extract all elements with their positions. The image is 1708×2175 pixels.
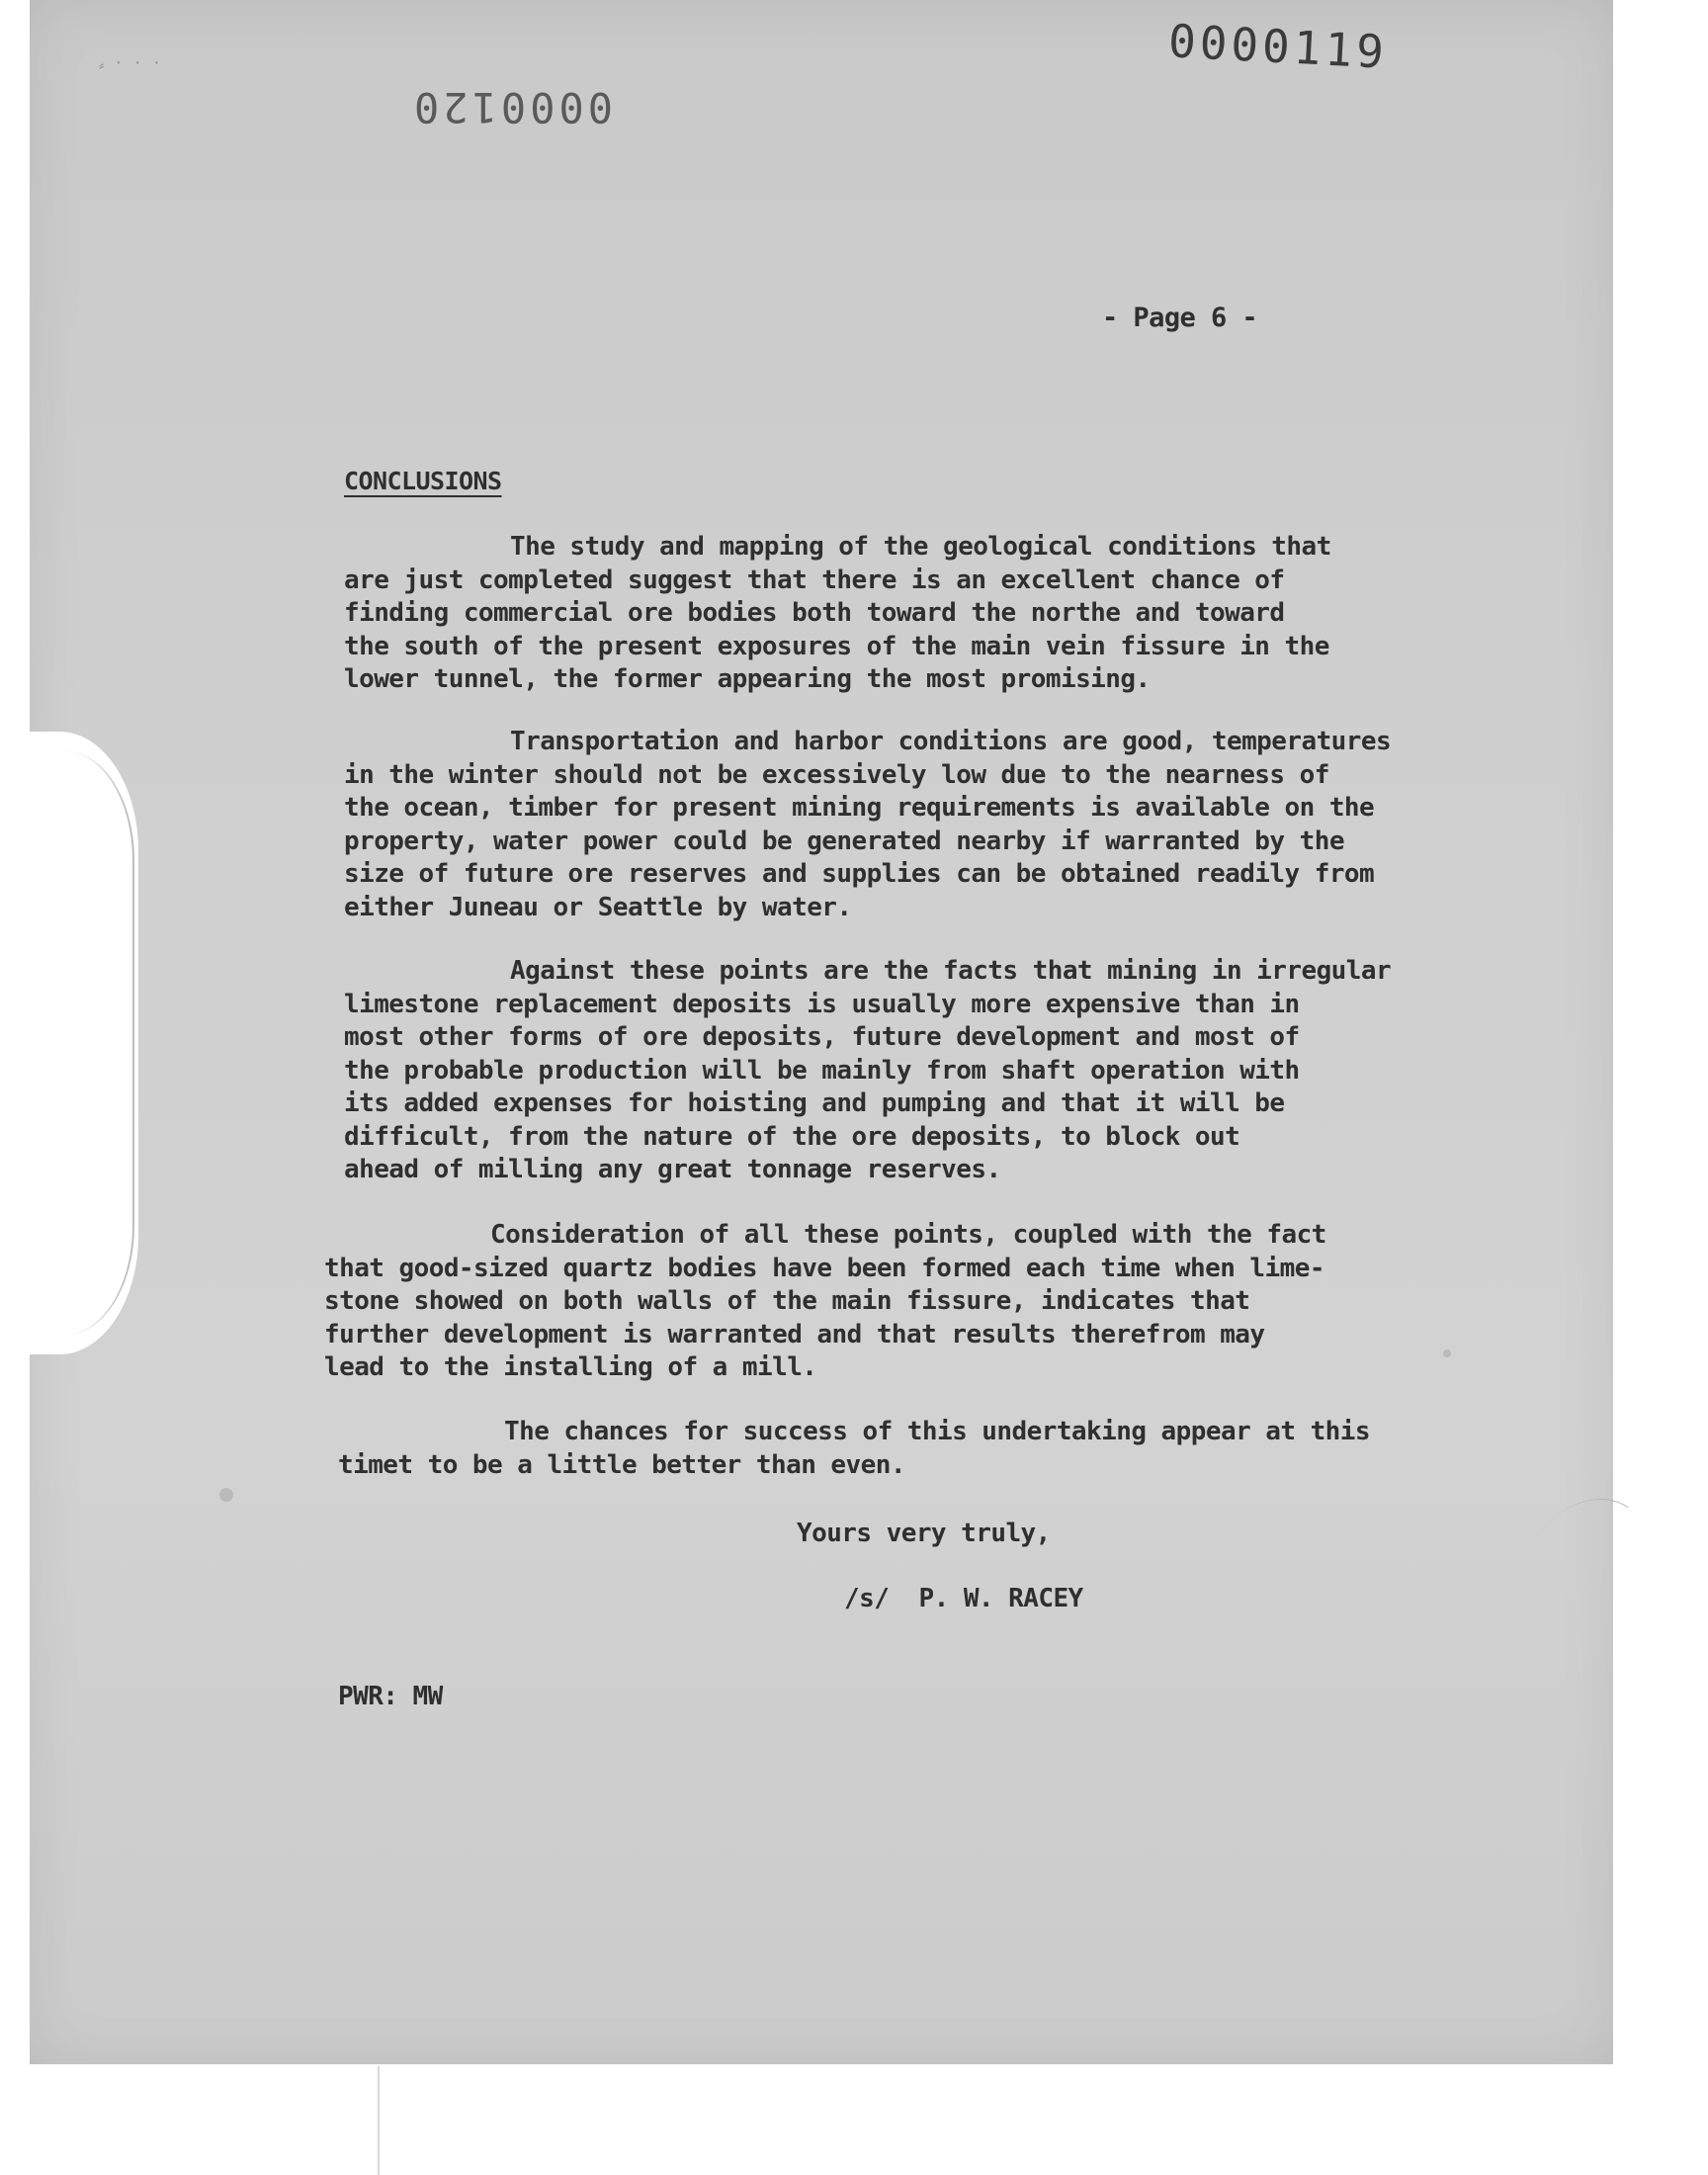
- paragraph-body: limestone replacement deposits is usually more expensive than in most other forms of ore deposits, future development and most of the probable production will be mainly from shaft operation with its added expenses for hoisting and pumping and that it will be difficult, from the nature of the ore deposits, to block out ahead of milling any great tonnage reserves.: [344, 989, 1300, 1184]
- paragraph-5: [338, 1416, 1370, 1482]
- paragraph-first-line: Against these points are the facts that mining in irregular: [510, 956, 1392, 986]
- paragraph-first-line: The study and mapping of the geological conditions that: [510, 532, 1331, 562]
- paper-speck: [219, 1488, 233, 1502]
- paragraph-1: [344, 531, 1331, 697]
- faint-margin-mark: ⸗ ˑ ˑ ˑ: [99, 55, 162, 74]
- paragraph-3: [344, 955, 1391, 1187]
- page-number: - Page 6 -: [1102, 303, 1258, 333]
- paragraph-4: [324, 1219, 1326, 1385]
- reference-initials: PWR: MW: [338, 1682, 443, 1711]
- paper-speck: [1443, 1349, 1451, 1357]
- paragraph-body: that good-sized quartz bodies have been formed each time when lime- stone showed on both walls of the main fissure, indicates that further development is warranted and that results therefrom may lead to the installing of a mill.: [324, 1253, 1324, 1382]
- letter-closing: Yours very truly,: [797, 1519, 1051, 1548]
- bates-stamp-upside-down: 0000120: [410, 83, 614, 131]
- signature-line: /s/ P. W. RACEY: [844, 1584, 1083, 1613]
- paragraph-body: are just completed suggest that there is an excellent chance of finding commercial ore bodies both toward the northe and toward the south of the present exposures of the main vein fissure in the lower tunnel, the former appearing the most promising.: [344, 565, 1329, 694]
- paragraph-first-line: The chances for success of this undertaking appear at this: [504, 1417, 1370, 1446]
- paragraph-first-line: Consideration of all these points, coupled with the fact: [490, 1220, 1326, 1250]
- paragraph-body: timet to be a little better than even.: [338, 1449, 905, 1480]
- scan-edge-line: [378, 2066, 380, 2175]
- paragraph-body: in the winter should not be excessively low due to the nearness of the ocean, timber for present mining requirements is available on the property, water power could be generated nearby if warranted by the size of future ore reserves and supplies can be obtained readily from either Juneau or Seattle by water.: [344, 759, 1375, 922]
- torn-edge-outline: [30, 751, 134, 1335]
- paragraph-2: [344, 726, 1391, 924]
- bates-stamp-top-right: 0000119: [1166, 14, 1390, 79]
- section-heading: CONCLUSIONS: [344, 467, 502, 495]
- paragraph-first-line: Transportation and harbor conditions are good, temperatures: [510, 727, 1392, 756]
